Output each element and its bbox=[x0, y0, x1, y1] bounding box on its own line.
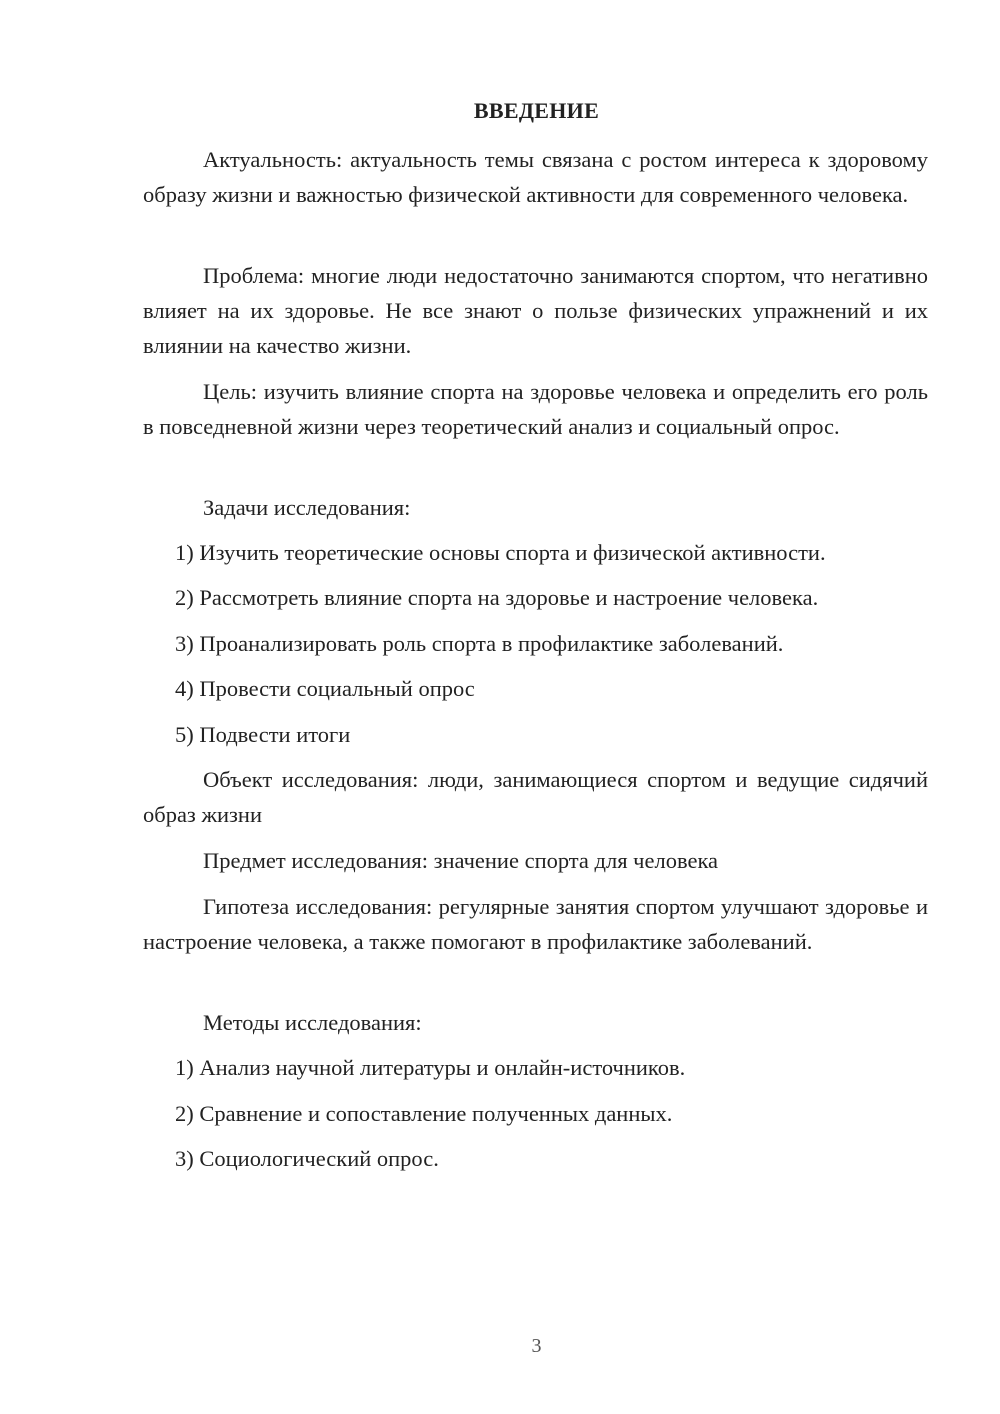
task-item-3: 3) Проанализировать роль спорта в профилактике заболеваний. bbox=[175, 631, 784, 656]
relevance-paragraph: Актуальность: актуальность темы связана с ростом интереса к здоровому образу жизни и важностью физической активности для современного человека. bbox=[143, 147, 928, 207]
page-number: 3 bbox=[531, 1335, 542, 1357]
task-item-5: 5) Подвести итоги bbox=[175, 722, 351, 747]
goal-paragraph: Цель: изучить влияние спорта на здоровье человека и определить его роль в повседневной жизни через теоретический анализ и социальный опрос. bbox=[143, 379, 928, 439]
hypothesis-paragraph: Гипотеза исследования: регулярные занятия спортом улучшают здоровье и настроение человека, а также помогают в профилактике заболеваний. bbox=[143, 894, 928, 954]
tasks-heading: Задачи исследования: bbox=[203, 495, 411, 520]
methods-heading: Методы исследования: bbox=[203, 1010, 422, 1035]
page-title: ВВЕДЕНИЕ bbox=[473, 98, 600, 123]
problem-paragraph: Проблема: многие люди недостаточно занимаются спортом, что негативно влияет на их здоровье. Не все знают о пользе физических упражнений и их влиянии на качество жизни. bbox=[143, 263, 928, 358]
method-item-3: 3) Социологический опрос. bbox=[175, 1146, 439, 1171]
task-item-1: 1) Изучить теоретические основы спорта и физической активности. bbox=[175, 540, 826, 565]
subject-paragraph: Предмет исследования: значение спорта для человека bbox=[203, 848, 719, 873]
method-item-1: 1) Анализ научной литературы и онлайн-источников. bbox=[175, 1055, 686, 1080]
task-item-2: 2) Рассмотреть влияние спорта на здоровье и настроение человека. bbox=[175, 585, 819, 610]
method-item-2: 2) Сравнение и сопоставление полученных данных. bbox=[175, 1101, 673, 1126]
task-item-4: 4) Провести социальный опрос bbox=[175, 676, 475, 701]
object-paragraph: Объект исследования: люди, занимающиеся спортом и ведущие сидячий образ жизни bbox=[143, 767, 928, 827]
